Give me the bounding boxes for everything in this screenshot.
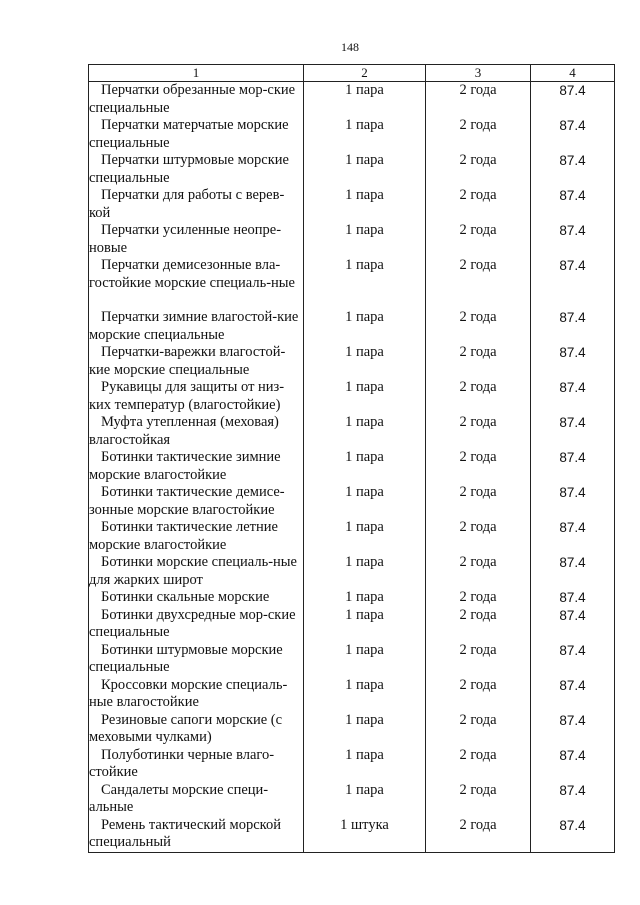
item-name-cell: Рукавицы для защиты от низ-ких температур (влагостойкие) — [89, 379, 304, 414]
norm-cell: 87.4 — [531, 309, 615, 344]
table-row — [89, 187, 615, 222]
item-name-cell: Ботинки морские специаль-ные для жарких широт — [89, 554, 304, 589]
item-name-cell: Ремень тактический морской специальный — [89, 817, 304, 853]
item-name-cell: Перчатки обрезанные мор-ские специальные — [89, 82, 304, 118]
norm-cell: 87.4 — [531, 677, 615, 712]
term-cell: 2 года — [426, 152, 531, 187]
table-row — [89, 309, 615, 344]
quantity-cell: 1 пара — [304, 309, 426, 344]
quantity-cell: 1 пара — [304, 152, 426, 187]
term-cell: 2 года — [426, 257, 531, 309]
term-cell: 2 года — [426, 554, 531, 589]
item-name-cell: Ботинки тактические зимние морские влагостойкие — [89, 449, 304, 484]
item-name-cell: Перчатки-варежки влагостой-кие морские специальные — [89, 344, 304, 379]
table-row — [89, 257, 615, 309]
quantity-cell: 1 пара — [304, 747, 426, 782]
quantity-cell: 1 пара — [304, 589, 426, 607]
items-table — [88, 64, 615, 853]
quantity-cell: 1 пара — [304, 187, 426, 222]
table-row — [89, 607, 615, 642]
term-cell: 2 года — [426, 449, 531, 484]
table-row — [89, 484, 615, 519]
table-row — [89, 677, 615, 712]
term-cell: 2 года — [426, 344, 531, 379]
quantity-cell: 1 пара — [304, 782, 426, 817]
quantity-cell: 1 пара — [304, 82, 426, 118]
quantity-cell: 1 пара — [304, 222, 426, 257]
header-row — [89, 65, 615, 82]
item-name-cell: Ботинки тактические летние морские влагостойкие — [89, 519, 304, 554]
item-name-cell: Ботинки скальные морские — [89, 589, 304, 607]
term-cell: 2 года — [426, 817, 531, 853]
item-name-cell: Ботинки тактические демисе-зонные морские влагостойкие — [89, 484, 304, 519]
norm-cell: 87.4 — [531, 712, 615, 747]
column-header-4: 4 — [531, 65, 615, 82]
quantity-cell: 1 пара — [304, 712, 426, 747]
term-cell: 2 года — [426, 677, 531, 712]
quantity-cell: 1 пара — [304, 642, 426, 677]
norm-cell: 87.4 — [531, 257, 615, 309]
term-cell: 2 года — [426, 712, 531, 747]
item-name-cell: Сандалеты морские специ-альные — [89, 782, 304, 817]
norm-cell: 87.4 — [531, 379, 615, 414]
table-row — [89, 82, 615, 118]
term-cell: 2 года — [426, 187, 531, 222]
term-cell: 2 года — [426, 607, 531, 642]
page-number: 148 — [341, 40, 359, 54]
quantity-cell: 1 пара — [304, 344, 426, 379]
item-name-cell: Ботинки двухсредные мор-ские специальные — [89, 607, 304, 642]
norm-cell: 87.4 — [531, 554, 615, 589]
quantity-cell: 1 пара — [304, 257, 426, 309]
quantity-cell: 1 пара — [304, 484, 426, 519]
quantity-cell: 1 пара — [304, 379, 426, 414]
norm-cell: 87.4 — [531, 589, 615, 607]
table-row — [89, 642, 615, 677]
norm-cell: 87.4 — [531, 344, 615, 379]
quantity-cell: 1 пара — [304, 414, 426, 449]
table-row — [89, 152, 615, 187]
item-name-cell: Резиновые сапоги морские (с меховыми чулками) — [89, 712, 304, 747]
table-row — [89, 222, 615, 257]
table-row — [89, 817, 615, 853]
norm-cell: 87.4 — [531, 642, 615, 677]
table-row — [89, 117, 615, 152]
norm-cell: 87.4 — [531, 519, 615, 554]
norm-cell: 87.4 — [531, 817, 615, 853]
quantity-cell: 1 пара — [304, 117, 426, 152]
item-name-cell: Перчатки для работы с верев-кой — [89, 187, 304, 222]
quantity-cell: 1 пара — [304, 554, 426, 589]
norm-cell: 87.4 — [531, 82, 615, 118]
item-name-cell: Перчатки усиленные неопре-новые — [89, 222, 304, 257]
item-name-cell: Перчатки зимние влагостой-кие морские специальные — [89, 309, 304, 344]
quantity-cell: 1 пара — [304, 519, 426, 554]
table-row — [89, 554, 615, 589]
item-name-cell: Перчатки демисезонные вла-гостойкие морские специаль-ные — [89, 257, 304, 309]
norm-cell: 87.4 — [531, 747, 615, 782]
term-cell: 2 года — [426, 782, 531, 817]
table-row — [89, 747, 615, 782]
table-body — [89, 82, 615, 853]
term-cell: 2 года — [426, 589, 531, 607]
item-name-cell: Полуботинки черные влаго-стойкие — [89, 747, 304, 782]
table-row — [89, 589, 615, 607]
table-row — [89, 344, 615, 379]
norm-cell: 87.4 — [531, 484, 615, 519]
norm-cell: 87.4 — [531, 152, 615, 187]
quantity-cell: 1 пара — [304, 449, 426, 484]
term-cell: 2 года — [426, 519, 531, 554]
column-header-3: 3 — [426, 65, 531, 82]
table-row — [89, 449, 615, 484]
quantity-cell: 1 штука — [304, 817, 426, 853]
quantity-cell: 1 пара — [304, 677, 426, 712]
term-cell: 2 года — [426, 747, 531, 782]
item-name-cell: Муфта утепленная (меховая) влагостойкая — [89, 414, 304, 449]
quantity-cell: 1 пара — [304, 607, 426, 642]
item-name-cell: Перчатки матерчатые морские специальные — [89, 117, 304, 152]
item-name-cell: Кроссовки морские специаль-ные влагостойкие — [89, 677, 304, 712]
table-row — [89, 712, 615, 747]
norm-cell: 87.4 — [531, 222, 615, 257]
column-header-1: 1 — [89, 65, 304, 82]
term-cell: 2 года — [426, 309, 531, 344]
term-cell: 2 года — [426, 414, 531, 449]
table-row — [89, 414, 615, 449]
table-row — [89, 519, 615, 554]
norm-cell: 87.4 — [531, 449, 615, 484]
norm-cell: 87.4 — [531, 414, 615, 449]
norm-cell: 87.4 — [531, 187, 615, 222]
term-cell: 2 года — [426, 82, 531, 118]
term-cell: 2 года — [426, 117, 531, 152]
item-name-cell: Перчатки штурмовые морские специальные — [89, 152, 304, 187]
term-cell: 2 года — [426, 379, 531, 414]
table-row — [89, 379, 615, 414]
item-name-cell: Ботинки штурмовые морские специальные — [89, 642, 304, 677]
table-row — [89, 782, 615, 817]
norm-cell: 87.4 — [531, 607, 615, 642]
column-header-2: 2 — [304, 65, 426, 82]
norm-cell: 87.4 — [531, 782, 615, 817]
norm-cell: 87.4 — [531, 117, 615, 152]
term-cell: 2 года — [426, 484, 531, 519]
term-cell: 2 года — [426, 222, 531, 257]
term-cell: 2 года — [426, 642, 531, 677]
